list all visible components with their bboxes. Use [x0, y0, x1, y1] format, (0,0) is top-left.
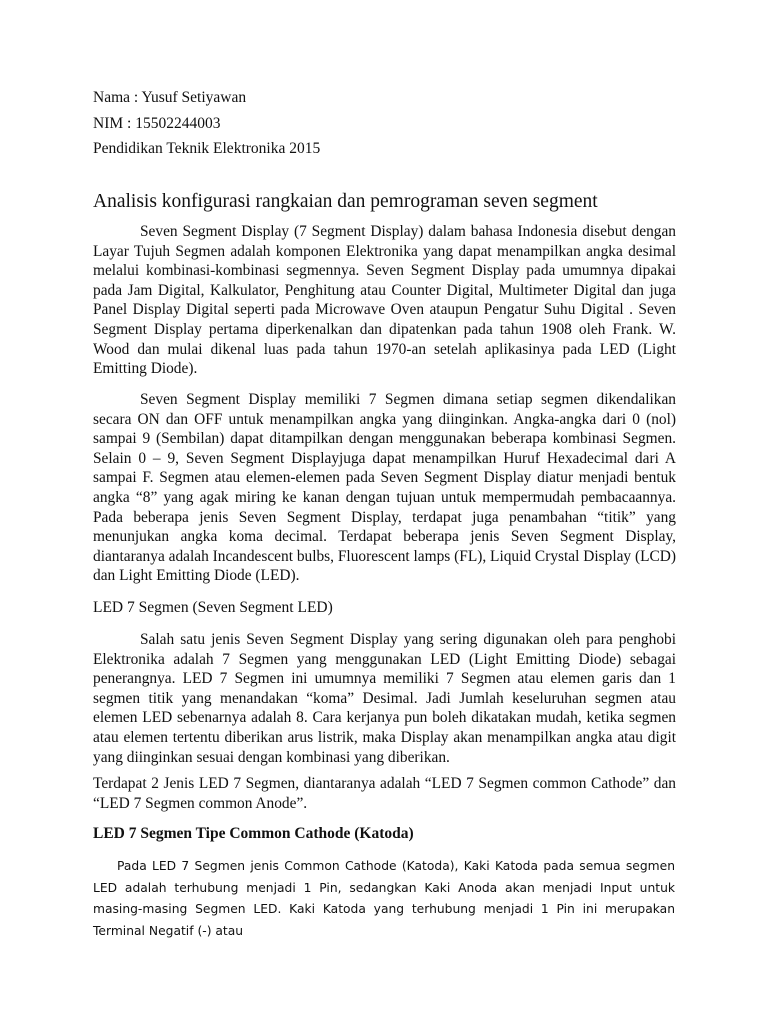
- author-name: Nama : Yusuf Setiyawan: [93, 89, 247, 106]
- study-program: Pendidikan Teknik Elektronika 2015: [93, 140, 321, 157]
- document-title: Analisis konfigurasi rangkaian dan pemrograman seven segment: [93, 191, 598, 212]
- section-subtitle-led: LED 7 Segmen (Seven Segment LED): [93, 599, 333, 616]
- paragraph-intro: Seven Segment Display (7 Segment Display) dalam bahasa Indonesia disebut dengan Layar Tujuh Segmen adalah komponen Elektronika yang dapat menampilkan angka desimal melalui kombinasi-kombinasi segmennya. Seven Segment Display pada umumnya dipakai pada Jam Digital, Kalkulator, Penghitung atau Counter Digital, Multimeter Digital dan juga Panel Display Digital seperti pada Microwave Oven ataupun Pengatur Suhu Digital . Seven Segment Display pertama diperkenalkan dan dipatenkan pada tahun 1908 oleh Frank. W. Wood dan mulai dikenal luas pada tahun 1970-an setelah aplikasinya pada LED (Light Emitting Diode).: [93, 223, 676, 378]
- paragraph-common-cathode: Pada LED 7 Segmen jenis Common Cathode (Katoda), Kaki Katoda pada semua segmen LED adalah terhubung menjadi 1 Pin, sedangkan Kaki Anoda akan menjadi Input untuk masing-masing Segmen LED. Kaki Katoda yang terhubung menjadi 1 Pin ini merupakan Terminal Negatif (-) atau: [93, 859, 675, 939]
- paragraph-segments: Seven Segment Display memiliki 7 Segmen dimana setiap segmen dikendalikan secara ON dan OFF untuk menampilkan angka yang diinginkan. Angka-angka dari 0 (nol) sampai 9 (Sembilan) dapat ditampilkan dengan menggunakan beberapa kombinasi Segmen. Selain 0 – 9, Seven Segment Displayjuga dapat menampilkan Huruf Hexadecimal dari A sampai F. Segmen atau elemen-elemen pada Seven Segment Display diatur menjadi bentuk angka “8” yang agak miring ke kanan dengan tujuan untuk mempermudah pembacaannya. Pada beberapa jenis Seven Segment Display, terdapat juga penambahan “titik” yang menunjukan angka koma decimal. Terdapat beberapa jenis Seven Segment Display, diantaranya adalah Incandescent bulbs, Fluorescent lamps (FL), Liquid Crystal Display (LCD) dan Light Emitting Diode (LED).: [93, 391, 676, 585]
- paragraph-led: Salah satu jenis Seven Segment Display yang sering digunakan oleh para penghobi Elektronika adalah 7 Segmen yang menggunakan LED (Light Emitting Diode) sebagai penerangnya. LED 7 Segmen ini umumnya memiliki 7 Segmen atau elemen garis dan 1 segmen titik yang menandakan “koma” Desimal. Jadi Jumlah keseluruhan segmen atau elemen LED sebenarnya adalah 8. Cara kerjanya pun boleh dikatakan mudah, ketika segmen atau elemen tertentu diberikan arus listrik, maka Display akan menampilkan angka atau digit yang diinginkan sesuai dengan kombinasi yang diberikan.: [93, 631, 676, 766]
- paragraph-types: Terdapat 2 Jenis LED 7 Segmen, diantaranya adalah “LED 7 Segmen common Cathode” dan “LED 7 Segmen common Anode”.: [93, 775, 676, 812]
- section-heading-common-cathode: LED 7 Segmen Tipe Common Cathode (Katoda): [93, 825, 414, 842]
- student-id: NIM : 15502244003: [93, 115, 221, 132]
